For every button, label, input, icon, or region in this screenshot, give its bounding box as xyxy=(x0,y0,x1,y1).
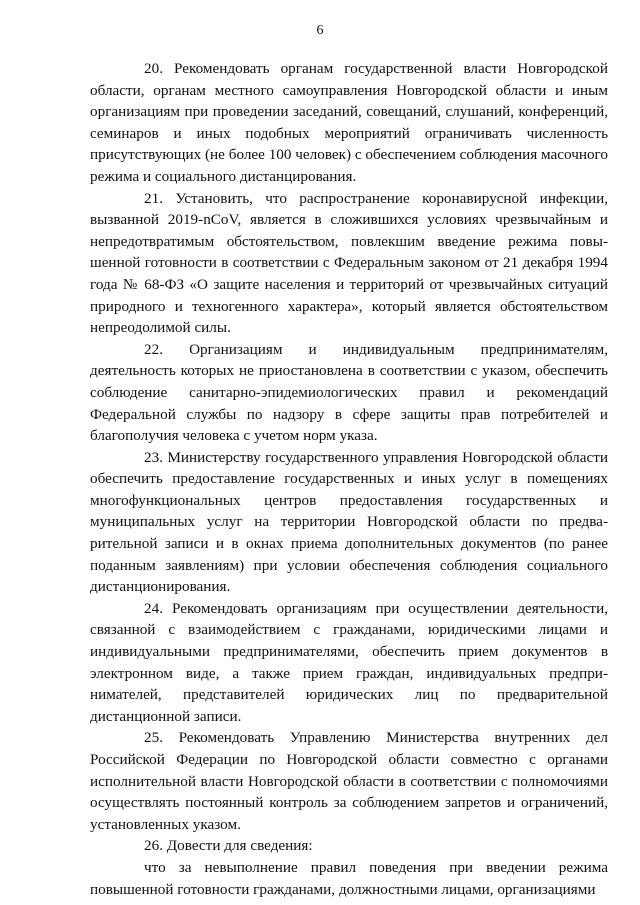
page-number: 6 xyxy=(316,23,324,38)
paragraph-26-continuation: что за невыполнение правил поведения при введении режима повышенной готовности гражданами, должностными лицами, организациями xyxy=(90,858,608,898)
paragraph-21: 21. Установить, что распространение коронавирусной инфекции, вызванной 2019-nCoV, является в сложившихся условиях чрезвычайным и непредотвратимым обстоятельством, повлекшим введение режима повышенной готовности в соответствии с Федеральным законом от 21 декабря 1994 года № 68-ФЗ «О защите населения и территорий от чрезвычайных ситуаций природного и техногенного характера», который является обстоятельством непреодолимой силы. xyxy=(90,189,608,337)
paragraph-23: 23. Министерству государственного управления Новгородской области обеспечить предоставление государственных и иных услуг в помещениях многофункциональных центров предоставления государственных и муниципальных услуг на территории Новгородской области по предварительной записи и в окнах приема дополнительных документов (по ранее поданным заявлениям) при условии обеспечения соблюдения социального дистанционирования. xyxy=(90,448,608,596)
paragraph-22: 22. Организациям и индивидуальным предпринимателям, деятельность которых не приостановлена в соответствии с указом, обеспечить соблюдение санитарно-эпидемиологических правил и рекомендаций Федеральной службы по надзору в сфере защиты прав потребителей и благополучия человека с учетом норм указа. xyxy=(90,340,608,445)
paragraph-24: 24. Рекомендовать организациям при осуществлении деятельности, связанной с взаимодействием с гражданами, юридическими лицами и индивидуальными предпринимателями, обеспечить прием документов в электронном виде, а также прием граждан, индивидуальных предпринимателей, представителей юридических лиц по предварительной дистанционной записи. xyxy=(90,599,608,725)
paragraph-20: 20. Рекомендовать органам государственной власти Новгородской области, органам местного самоуправления Новгородской области и иным организациям при проведении заседаний, совещаний, слушаний, конференций, семинаров и иных подобных мероприятий ограничивать численность присутствующих (не более 100 человек) с обеспечением соблюдения масочного режима и социального дистанцирования. xyxy=(90,60,609,185)
paragraph-25: 25. Рекомендовать Управлению Министерства внутренних дел Российской Федерации по Новгородской области совместно с органами исполнительной власти Новгородской области в соответствии с полномочиями осуществлять постоянный контроль за соблюдением запретов и ограничений, установленных указом. xyxy=(90,729,608,833)
paragraph-26: 26. Довести для сведения: xyxy=(144,837,313,855)
document-body xyxy=(90,58,608,900)
